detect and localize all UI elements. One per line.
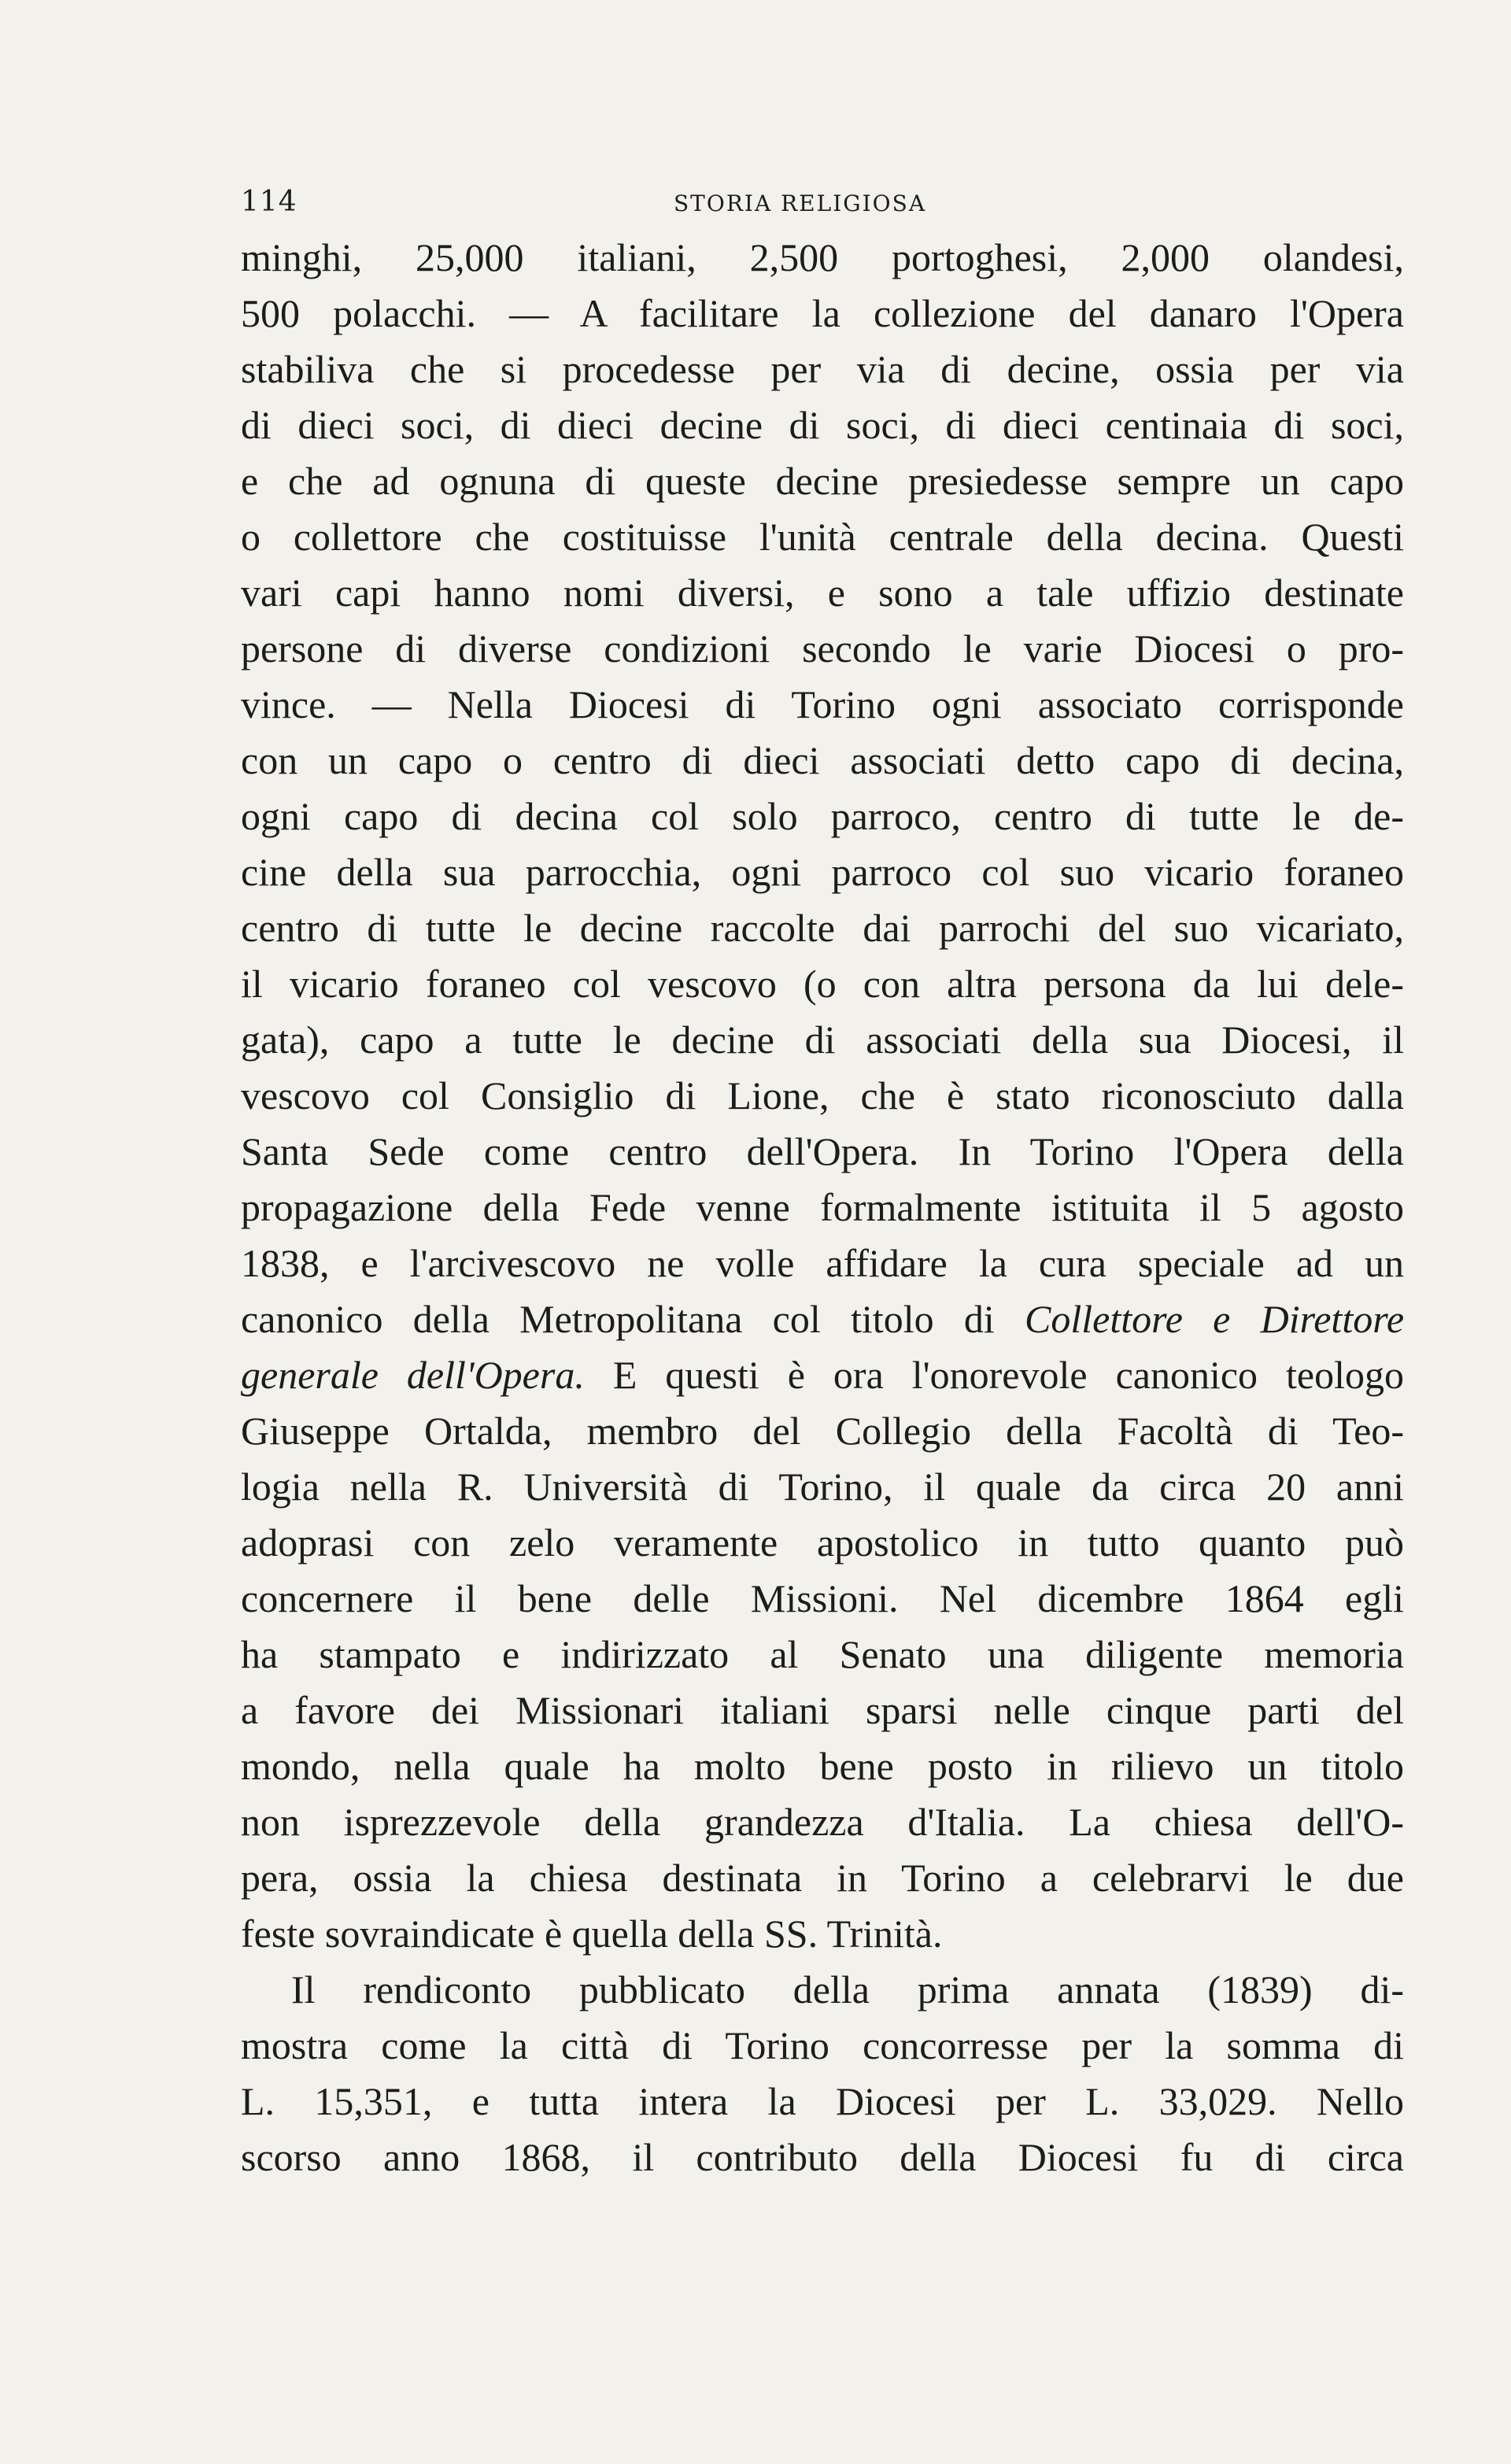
text-line: scorso anno 1868, il contributo della Diocesi fu di circa bbox=[241, 2135, 1404, 2179]
text-line: pera, ossia la chiesa destinata in Torino a celebrarvi le due bbox=[241, 1856, 1404, 1900]
text-line: cine della sua parrocchia, ogni parroco col suo vicario foraneo bbox=[241, 850, 1404, 894]
running-head bbox=[241, 186, 1404, 217]
text-line: non isprezzevole della grandezza d'Italia. La chiesa dell'O- bbox=[241, 1800, 1404, 1844]
text-line: centro di tutte le decine raccolte dai parrochi del suo vicariato, bbox=[241, 906, 1404, 950]
text-line bbox=[241, 1347, 1404, 1403]
body-text bbox=[241, 230, 1404, 2185]
text-line bbox=[241, 1291, 1404, 1347]
text-line: vari capi hanno nomi diversi, e sono a tale uffizio destinate bbox=[241, 571, 1404, 615]
line-roman-part: E questi è ora l'onorevole canonico teologo bbox=[584, 1353, 1404, 1397]
text-line: Giuseppe Ortalda, membro del Collegio della Facoltà di Teo- bbox=[241, 1409, 1404, 1453]
text-line: mondo, nella quale ha molto bene posto in rilievo un titolo bbox=[241, 1744, 1404, 1788]
text-line: il vicario foraneo col vescovo (o con altra persona da lui dele- bbox=[241, 962, 1404, 1006]
text-line: o collettore che costituisse l'unità centrale della decina. Questi bbox=[241, 515, 1404, 559]
text-line: e che ad ognuna di queste decine presiedesse sempre un capo bbox=[241, 459, 1404, 503]
text-line: stabiliva che si procedesse per via di decine, ossia per via bbox=[241, 347, 1404, 391]
text-line: propagazione della Fede venne formalmente istituita il 5 agosto bbox=[241, 1185, 1404, 1229]
text-line: mostra come la città di Torino concorresse per la somma di bbox=[241, 2023, 1404, 2067]
text-line: persone di diverse condizioni secondo le varie Diocesi o pro- bbox=[241, 626, 1404, 670]
text-line: a favore dei Missionari italiani sparsi nelle cinque parti del bbox=[241, 1688, 1404, 1732]
text-line: di dieci soci, di dieci decine di soci, di dieci centinaia di soci, bbox=[241, 403, 1404, 447]
italic-phrase: generale dell'Opera. bbox=[241, 1353, 585, 1397]
text-line: 500 polacchi. — A facilitare la collezione del danaro l'Opera bbox=[241, 291, 1404, 335]
page-number: 114 bbox=[241, 186, 297, 218]
text-line: ogni capo di decina col solo parroco, centro di tutte le de- bbox=[241, 794, 1404, 838]
text-line: gata), capo a tutte le decine di associati della sua Diocesi, il bbox=[241, 1018, 1404, 1062]
text-line: con un capo o centro di dieci associati detto capo di decina, bbox=[241, 738, 1404, 782]
text-line: logia nella R. Università di Torino, il quale da circa 20 anni bbox=[241, 1465, 1404, 1509]
text-line: vescovo col Consiglio di Lione, che è stato riconosciuto dalla bbox=[241, 1073, 1404, 1117]
text-line: minghi, 25,000 italiani, 2,500 portoghesi, 2,000 olandesi, bbox=[241, 235, 1404, 279]
text-line: 1838, e l'arcivescovo ne volle affidare la cura speciale ad un bbox=[241, 1241, 1404, 1285]
paragraph-start-line: Il rendiconto pubblicato della prima annata (1839) di- bbox=[291, 1967, 1404, 2011]
running-title: STORIA RELIGIOSA bbox=[674, 190, 927, 216]
italic-phrase: Collettore e Direttore bbox=[1025, 1297, 1404, 1341]
text-line: ha stampato e indirizzato al Senato una diligente memoria bbox=[241, 1632, 1404, 1676]
text-line: Santa Sede come centro dell'Opera. In Torino l'Opera della bbox=[241, 1129, 1404, 1173]
text-line: vince. — Nella Diocesi di Torino ogni associato corrisponde bbox=[241, 682, 1404, 726]
text-line: L. 15,351, e tutta intera la Diocesi per L. 33,029. Nello bbox=[241, 2079, 1404, 2123]
text-line: concernere il bene delle Missioni. Nel dicembre 1864 egli bbox=[241, 1576, 1404, 1620]
paragraph-end-line: feste sovraindicate è quella della SS. Trinità. bbox=[241, 1912, 943, 1956]
text-line: adoprasi con zelo veramente apostolico in tutto quanto può bbox=[241, 1520, 1404, 1564]
line-roman-part: canonico della Metropolitana col titolo di bbox=[241, 1297, 1025, 1341]
